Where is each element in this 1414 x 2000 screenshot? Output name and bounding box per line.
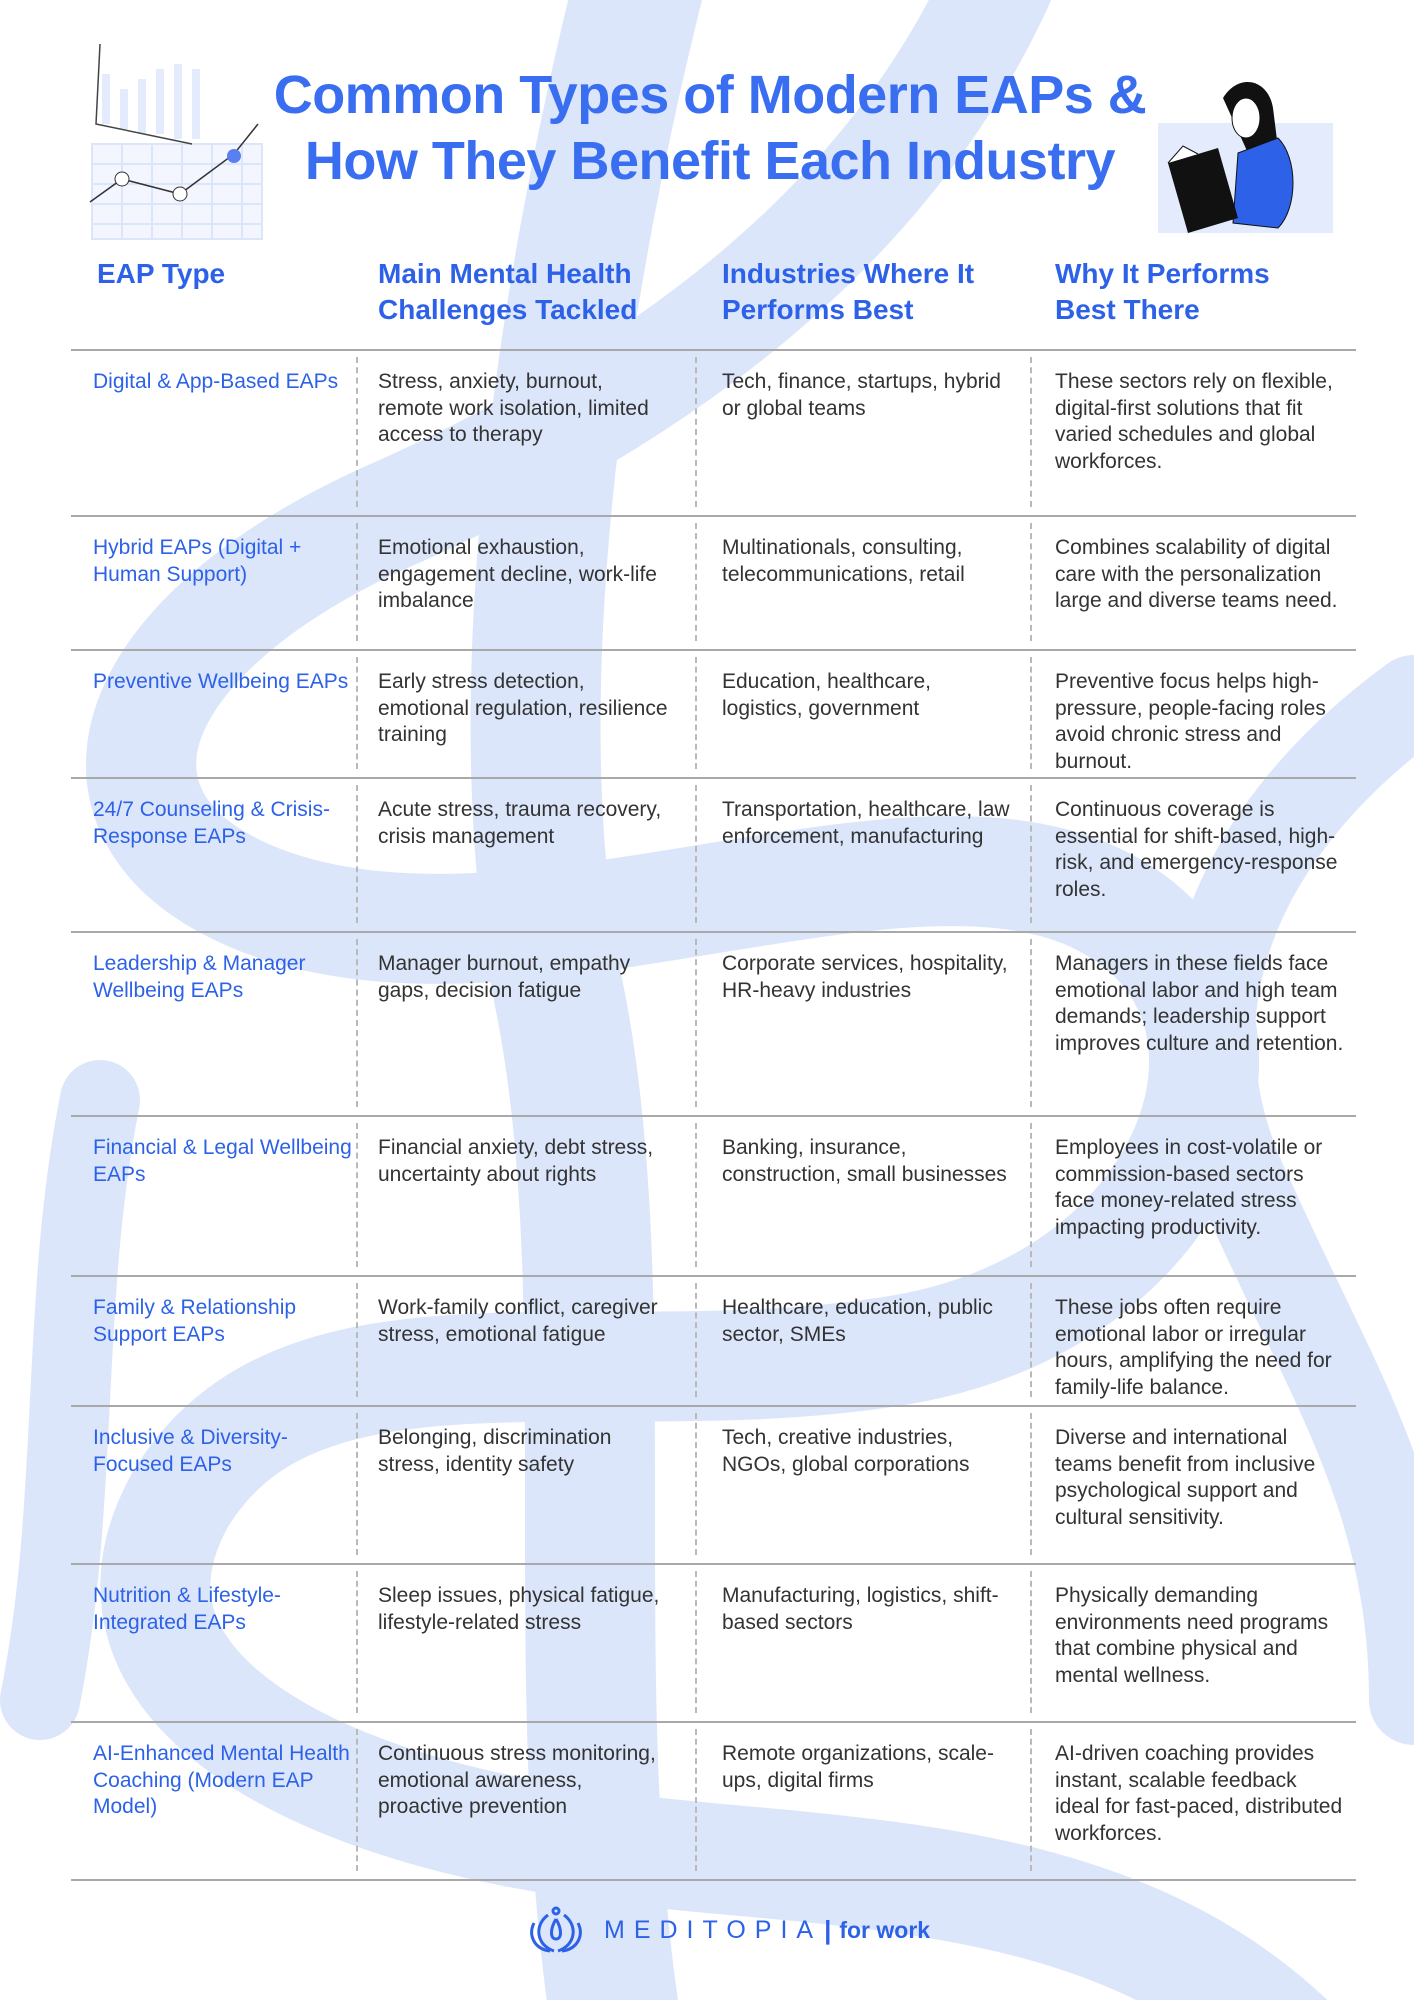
column-divider — [695, 523, 697, 641]
column-divider — [1030, 939, 1032, 1107]
eap-type-cell: Financial & Legal Wellbeing EAPs — [93, 1136, 352, 1186]
table-row — [71, 349, 1356, 515]
meditopia-logo — [526, 1905, 930, 1955]
challenges-cell: Sleep issues, physical fatigue, lifestyle-related stress — [378, 1584, 660, 1634]
challenges-cell: Stress, anxiety, burnout, remote work isolation, limited access to therapy — [378, 370, 649, 446]
column-divider — [356, 523, 358, 641]
brand-separator: | — [824, 1914, 832, 1945]
eap-type-cell: 24/7 Counseling & Crisis-Response EAPs — [93, 798, 330, 848]
industries-cell: Tech, finance, startups, hybrid or global teams — [722, 370, 1001, 420]
column-divider — [356, 657, 358, 769]
industries-cell: Education, healthcare, logistics, government — [722, 670, 931, 720]
column-divider — [1030, 1123, 1032, 1267]
column-divider — [356, 785, 358, 923]
challenges-cell: Work-family conflict, caregiver stress, emotional fatigue — [378, 1296, 658, 1346]
why-cell: Continuous coverage is essential for shift-based, high-risk, and emergency-response roles. — [1055, 798, 1338, 901]
brand-name: MEDITOPIA — [604, 1915, 823, 1944]
column-divider — [356, 1283, 358, 1397]
eap-table — [71, 349, 1356, 1881]
why-cell: These sectors rely on flexible, digital-first solutions that fit varied schedules and global workforces. — [1055, 370, 1333, 473]
column-header-industries: Industries Where It Performs Best — [722, 258, 975, 325]
challenges-cell: Emotional exhaustion, engagement decline, work-life imbalance — [378, 536, 657, 612]
column-divider — [1030, 1413, 1032, 1555]
column-divider — [695, 657, 697, 769]
challenges-cell: Manager burnout, empathy gaps, decision fatigue — [378, 952, 631, 1002]
column-divider — [1030, 357, 1032, 507]
column-divider — [1030, 785, 1032, 923]
column-divider — [695, 785, 697, 923]
industries-cell: Tech, creative industries, NGOs, global corporations — [722, 1426, 970, 1476]
industries-cell: Healthcare, education, public sector, SMEs — [722, 1296, 993, 1346]
column-divider — [356, 1571, 358, 1713]
column-divider — [695, 1571, 697, 1713]
page-title — [230, 62, 1190, 194]
table-row — [71, 777, 1356, 931]
column-divider — [356, 1413, 358, 1555]
title-line-1: Common Types of Modern EAPs & — [273, 65, 1147, 125]
why-cell: Preventive focus helps high-pressure, people-facing roles avoid chronic stress and burnout. — [1055, 670, 1326, 773]
challenges-cell: Early stress detection, emotional regulation, resilience training — [378, 670, 668, 746]
lotus-icon — [526, 1905, 586, 1955]
column-divider — [695, 357, 697, 507]
table-row — [71, 1563, 1356, 1721]
column-divider — [1030, 523, 1032, 641]
column-divider — [695, 939, 697, 1107]
title-line-2: How They Benefit Each Industry — [304, 131, 1116, 191]
industries-cell: Multinationals, consulting, telecommunications, retail — [722, 536, 965, 586]
challenges-cell: Acute stress, trauma recovery, crisis management — [378, 798, 662, 848]
why-cell: AI-driven coaching provides instant, scalable feedback ideal for fast-paced, distributed workforces. — [1055, 1742, 1343, 1845]
table-row — [71, 515, 1356, 649]
column-divider — [1030, 1283, 1032, 1397]
industries-cell: Transportation, healthcare, law enforcement, manufacturing — [722, 798, 1010, 848]
industries-cell: Manufacturing, logistics, shift-based sectors — [722, 1584, 999, 1634]
industries-cell: Corporate services, hospitality, HR-heavy industries — [722, 952, 1008, 1002]
eap-type-cell: Digital & App-Based EAPs — [93, 370, 339, 393]
column-divider — [356, 939, 358, 1107]
column-header-eap-type: EAP Type — [97, 258, 226, 289]
table-row — [71, 1275, 1356, 1405]
eap-type-cell: Leadership & Manager Wellbeing EAPs — [93, 952, 306, 1002]
industries-cell: Remote organizations, scale-ups, digital firms — [722, 1742, 994, 1792]
column-divider — [695, 1729, 697, 1871]
eap-type-cell: Inclusive & Diversity-Focused EAPs — [93, 1426, 288, 1476]
challenges-cell: Continuous stress monitoring, emotional awareness, proactive prevention — [378, 1742, 656, 1818]
eap-type-cell: Preventive Wellbeing EAPs — [93, 670, 349, 693]
eap-type-cell: Hybrid EAPs (Digital + Human Support) — [93, 536, 302, 586]
column-divider — [695, 1413, 697, 1555]
why-cell: Managers in these fields face emotional labor and high team demands; leadership support improves culture and retention. — [1055, 952, 1344, 1055]
column-divider — [356, 1729, 358, 1871]
table-row — [71, 1405, 1356, 1563]
industries-cell: Banking, insurance, construction, small businesses — [722, 1136, 1007, 1186]
why-cell: Employees in cost-volatile or commission-based sectors face money-related stress impacting productivity. — [1055, 1136, 1323, 1239]
why-cell: Combines scalability of digital care with the personalization large and diverse teams need. — [1055, 536, 1338, 612]
column-divider — [1030, 1729, 1032, 1871]
column-divider — [695, 1123, 697, 1267]
challenges-cell: Belonging, discrimination stress, identity safety — [378, 1426, 612, 1476]
column-divider — [695, 1283, 697, 1397]
column-divider — [1030, 1571, 1032, 1713]
eap-type-cell: Nutrition & Lifestyle-Integrated EAPs — [93, 1584, 281, 1634]
table-row — [71, 931, 1356, 1115]
eap-type-cell: AI-Enhanced Mental Health Coaching (Modern EAP Model) — [93, 1742, 350, 1818]
why-cell: Physically demanding environments need programs that combine physical and mental wellness. — [1055, 1584, 1329, 1687]
column-divider — [356, 1123, 358, 1267]
table-row — [71, 1721, 1356, 1881]
column-header-challenges: Main Mental Health Challenges Tackled — [378, 258, 638, 325]
eap-type-cell: Family & Relationship Support EAPs — [93, 1296, 297, 1346]
column-divider — [1030, 657, 1032, 769]
table-row — [71, 649, 1356, 777]
why-cell: Diverse and international teams benefit from inclusive psychological support and cultural sensitivity. — [1055, 1426, 1316, 1529]
table-row — [71, 1115, 1356, 1275]
column-divider — [356, 357, 358, 507]
why-cell: These jobs often require emotional labor or irregular hours, amplifying the need for family-life balance. — [1055, 1296, 1332, 1399]
brand-suffix: for work — [839, 1916, 931, 1943]
column-header-why: Why It Performs Best There — [1055, 258, 1270, 325]
challenges-cell: Financial anxiety, debt stress, uncertainty about rights — [378, 1136, 654, 1186]
